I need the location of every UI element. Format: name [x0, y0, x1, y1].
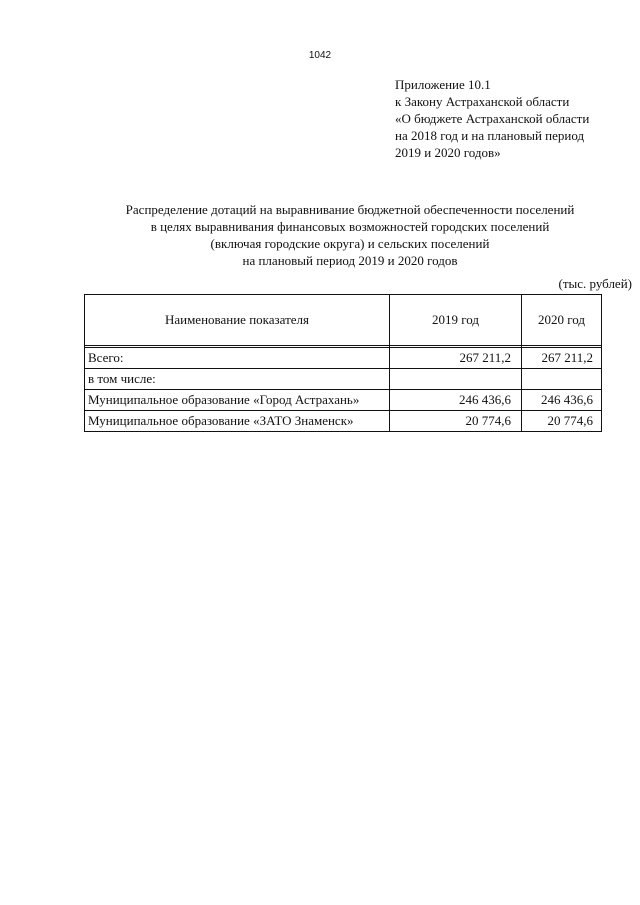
row-name: в том числе:: [85, 369, 390, 390]
appendix-line: к Закону Астраханской области: [395, 94, 570, 109]
units-label: (тыс. рублей): [558, 276, 632, 291]
title-line: в целях выравнивания финансовых возможностей городских поселений: [150, 219, 550, 234]
page-number: 1042: [308, 50, 332, 61]
table-row: [85, 369, 602, 390]
row-name: Муниципальное образование «Город Астрахань»: [85, 390, 390, 411]
column-header-2019: 2019 год: [390, 295, 522, 346]
title-line: Распределение дотаций на выравнивание бюджетной обеспеченности поселений: [125, 202, 575, 217]
row-value-2020: 267 211,2: [522, 348, 602, 369]
document-title: [60, 201, 640, 269]
appendix-line: 2019 и 2020 годов»: [395, 145, 501, 160]
title-line: на плановый период 2019 и 2020 годов: [242, 253, 458, 268]
row-value-2019: 267 211,2: [390, 348, 522, 369]
row-value-2020: [522, 369, 602, 390]
row-value-2019: [390, 369, 522, 390]
table-row: [85, 411, 602, 432]
column-header-2020: 2020 год: [522, 295, 602, 346]
column-header-name: Наименование показателя: [85, 295, 390, 346]
row-value-2020: 20 774,6: [522, 411, 602, 432]
table-row: [85, 348, 602, 369]
row-value-2020: 246 436,6: [522, 390, 602, 411]
table-row: [85, 390, 602, 411]
row-name: Муниципальное образование «ЗАТО Знаменск»: [85, 411, 390, 432]
row-name: Всего:: [85, 348, 390, 369]
dotations-table: [84, 294, 602, 432]
appendix-line: Приложение 10.1: [395, 77, 491, 92]
table-header-row: [85, 295, 602, 346]
row-value-2019: 246 436,6: [390, 390, 522, 411]
title-line: (включая городские округа) и сельских поселений: [210, 236, 490, 251]
row-value-2019: 20 774,6: [390, 411, 522, 432]
appendix-line: «О бюджете Астраханской области: [395, 111, 590, 126]
appendix-block: [395, 76, 589, 161]
appendix-line: на 2018 год и на плановый период: [395, 128, 585, 143]
